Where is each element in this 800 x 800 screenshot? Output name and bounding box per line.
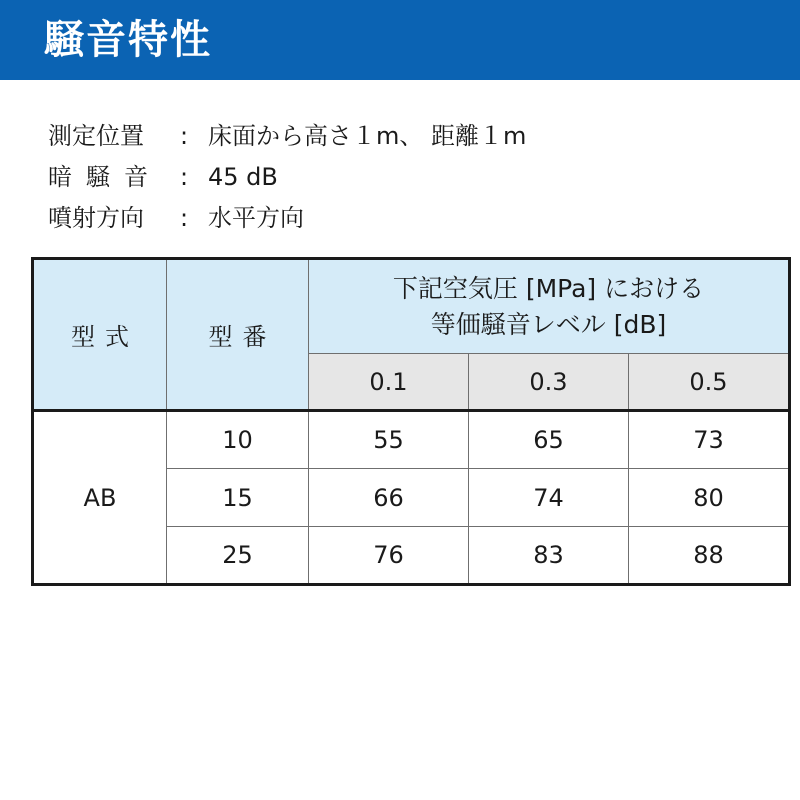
model-cell: AB <box>83 483 117 512</box>
info-label: 暗騒音 <box>48 163 162 191</box>
value-cell: 66 <box>309 469 469 527</box>
info-colon: : <box>180 122 189 150</box>
part-number-cell: 15 <box>167 469 309 527</box>
info-colon: : <box>180 163 189 191</box>
part-number-cell: 10 <box>167 411 309 469</box>
info-row-position <box>48 116 526 157</box>
page-title: 騒音特性 <box>44 17 212 63</box>
header-part-number: 型番 <box>167 259 309 411</box>
header-pressure: 0.5 <box>629 354 790 411</box>
header-pressure-group <box>309 259 790 354</box>
header-group-line1: 下記空気圧 [MPa] における <box>392 273 705 303</box>
header-model: 型式 <box>33 259 167 411</box>
part-number-cell: 25 <box>167 527 309 585</box>
header-pressure: 0.3 <box>469 354 629 411</box>
value-cell: 83 <box>469 527 629 585</box>
noise-level-table <box>31 257 791 586</box>
info-colon: : <box>180 204 189 232</box>
header-group-line2: 等価騒音レベル [dB] <box>430 309 667 339</box>
info-row-background-noise <box>48 157 526 198</box>
info-label: 噴射方向 <box>48 204 144 232</box>
value-cell: 76 <box>309 527 469 585</box>
info-row-direction <box>48 198 526 239</box>
value-cell: 74 <box>469 469 629 527</box>
title-bar <box>0 0 800 80</box>
value-cell: 73 <box>629 411 790 469</box>
value-cell: 65 <box>469 411 629 469</box>
value-cell: 55 <box>309 411 469 469</box>
measurement-conditions <box>48 116 526 239</box>
value-cell: 80 <box>629 469 790 527</box>
header-pressure: 0.1 <box>309 354 469 411</box>
value-cell: 88 <box>629 527 790 585</box>
info-value: 45 dB <box>208 163 278 191</box>
info-label: 測定位置 <box>48 122 144 150</box>
table-row <box>33 411 790 469</box>
info-value: 床面から高さ１m、 距離１m <box>208 122 527 150</box>
info-value: 水平方向 <box>208 204 304 232</box>
